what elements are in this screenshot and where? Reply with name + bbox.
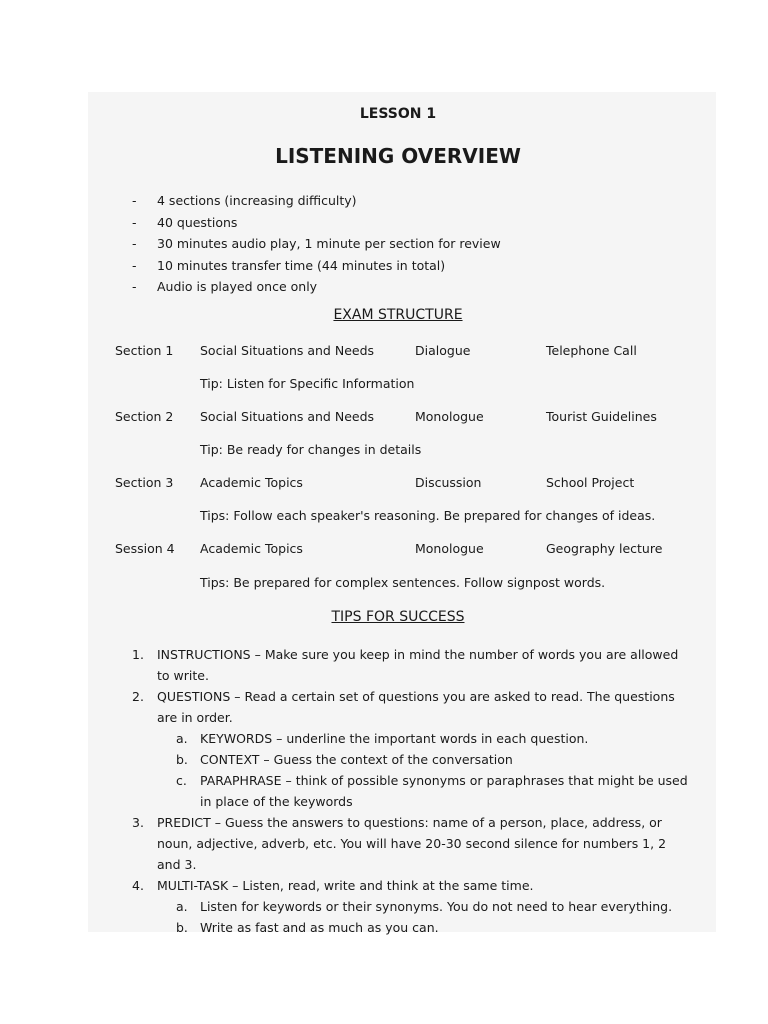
bullet-dash: - <box>132 236 137 251</box>
tip-sub-text: CONTEXT – Guess the context of the conversation <box>200 752 513 767</box>
exam-structure-heading: EXAM STRUCTURE <box>333 307 463 323</box>
section-tip: Tips: Follow each speaker's reasoning. Be prepared for changes of ideas. <box>200 508 656 523</box>
section-example: Telephone Call <box>546 343 637 358</box>
section-label: Section 1 <box>115 343 174 358</box>
overview-text: 4 sections (increasing difficulty) <box>157 193 357 208</box>
tip-number: 4. <box>132 878 144 893</box>
tips-heading: TIPS FOR SUCCESS <box>331 609 465 625</box>
tip-sub-letter: a. <box>176 731 188 746</box>
section-label: Section 3 <box>115 475 174 490</box>
tips-list <box>132 644 692 938</box>
section-type: Dialogue <box>415 343 471 358</box>
tip-text: INSTRUCTIONS – Make sure you keep in mind the number of words you are allowed to write. <box>157 647 679 683</box>
overview-item <box>132 233 501 255</box>
tip-text: QUESTIONS – Read a certain set of questions you are asked to read. The questions are in order. <box>157 689 675 725</box>
section-topic: Academic Topics <box>200 475 303 490</box>
section-example: Geography lecture <box>546 541 663 556</box>
section-topic: Social Situations and Needs <box>200 409 375 424</box>
tip-subitem <box>132 896 692 917</box>
section-label: Session 4 <box>115 541 175 556</box>
tip-item <box>132 644 692 686</box>
bullet-dash: - <box>132 214 137 230</box>
section-example: Tourist Guidelines <box>546 409 657 424</box>
tip-item <box>132 812 692 875</box>
tip-text: MULTI-TASK – Listen, read, write and think at the same time. <box>157 878 534 893</box>
section-type: Monologue <box>415 541 484 556</box>
bullet-dash: - <box>132 279 137 294</box>
tip-subitem <box>132 749 692 770</box>
overview-text: 40 questions <box>157 214 238 230</box>
page-title: LISTENING OVERVIEW <box>275 144 521 168</box>
tip-number: 1. <box>132 647 144 662</box>
overview-item <box>132 276 501 298</box>
bullet-dash: - <box>132 257 137 273</box>
tip-text: PREDICT – Guess the answers to questions: name of a person, place, address, or noun, adjective, adverb, etc. You will have 20-30 second silence for numbers 1, 2 and 3. <box>157 815 667 872</box>
tip-sub-text: Write as fast and as much as you can. <box>200 920 439 935</box>
tip-number: 3. <box>132 815 144 830</box>
section-tip: Tips: Be prepared for complex sentences. Follow signpost words. <box>200 575 606 590</box>
overview-item <box>132 255 501 277</box>
tip-item <box>132 686 692 728</box>
overview-text: Audio is played once only <box>157 279 318 294</box>
lesson-label: LESSON 1 <box>359 106 437 122</box>
section-tip: Tip: Listen for Specific Information <box>200 376 415 391</box>
section-tip: Tip: Be ready for changes in details <box>200 442 422 457</box>
tip-sub-letter: a. <box>176 899 188 914</box>
tip-item <box>132 875 692 896</box>
overview-item <box>132 190 501 212</box>
tip-sub-letter: c. <box>176 773 187 788</box>
tip-sub-letter: b. <box>176 752 188 767</box>
tip-sub-text: Listen for keywords or their synonyms. You do not need to hear everything. <box>200 899 673 914</box>
section-topic: Academic Topics <box>200 541 303 556</box>
section-type: Monologue <box>415 409 484 424</box>
overview-text: 10 minutes transfer time (44 minutes in total) <box>157 257 446 273</box>
tip-sub-letter: b. <box>176 920 188 935</box>
overview-list <box>132 190 501 298</box>
overview-item <box>132 212 501 234</box>
bullet-dash: - <box>132 193 137 208</box>
tip-sub-text: KEYWORDS – underline the important words in each question. <box>200 731 589 746</box>
section-topic: Social Situations and Needs <box>200 343 375 358</box>
overview-text: 30 minutes audio play, 1 minute per section for review <box>157 236 501 251</box>
section-label: Section 2 <box>115 409 174 424</box>
tip-number: 2. <box>132 689 144 704</box>
tip-sub-text: PARAPHRASE – think of possible synonyms or paraphrases that might be used in place of the keywords <box>200 773 688 809</box>
section-type: Discussion <box>415 475 482 490</box>
section-example: School Project <box>546 475 635 490</box>
tip-subitem <box>132 728 692 749</box>
tip-subitem <box>132 917 692 938</box>
tip-subitem <box>132 770 692 812</box>
